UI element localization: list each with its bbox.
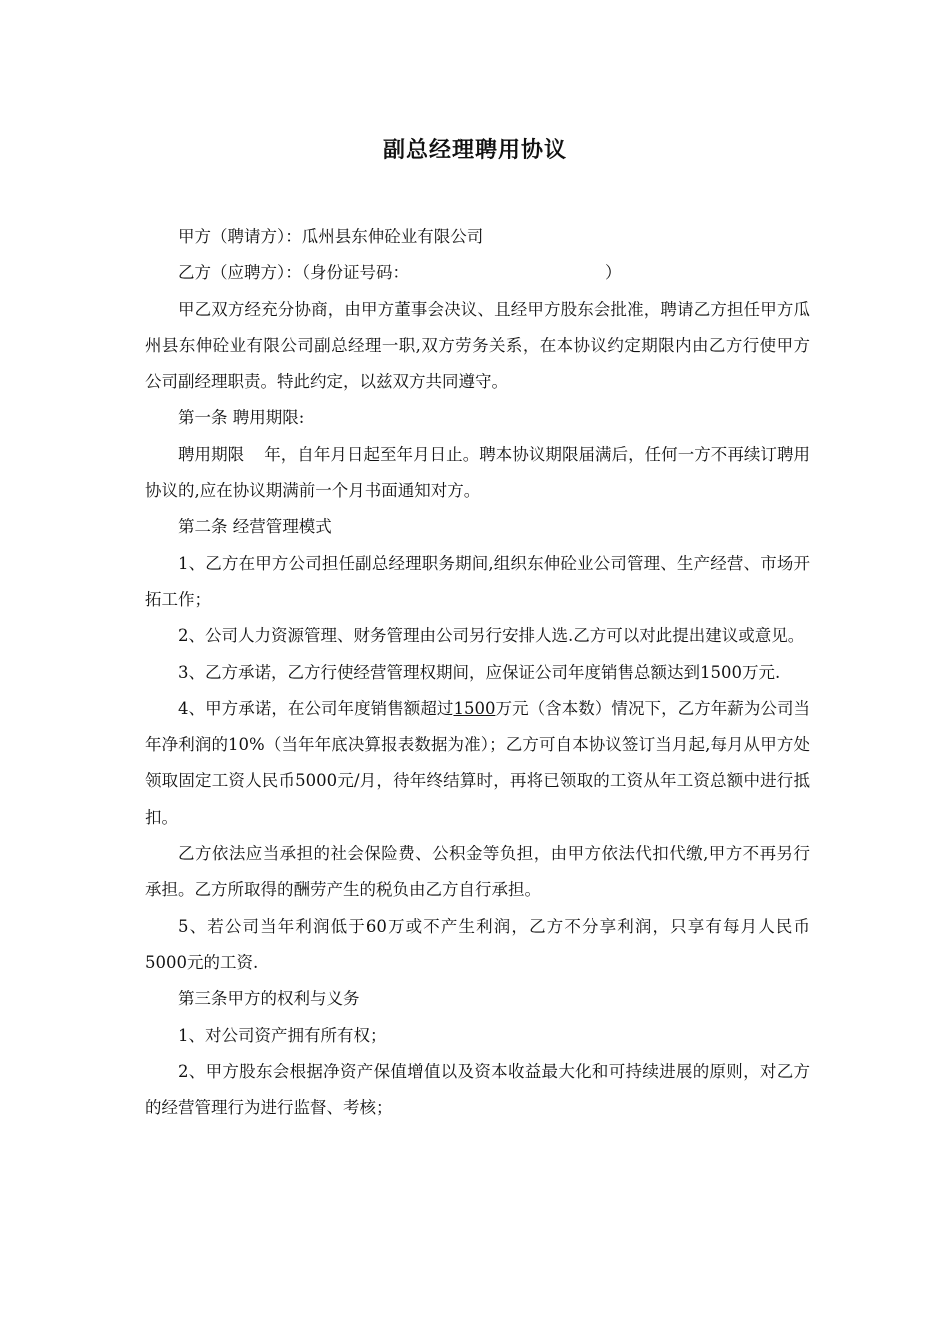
sales-threshold-underlined: 1500 bbox=[453, 698, 496, 718]
article-2-item-4-extra: 乙方依法应当承担的社会保险费、公积金等负担，由甲方依法代扣代缴,甲方不再另行承担。乙方所取得的酬劳产生的税负由乙方自行承担。 bbox=[145, 844, 810, 900]
article-2-item-4 bbox=[145, 691, 810, 836]
party-b-line bbox=[145, 255, 810, 291]
article-3-item-1: 1、对公司资产拥有所有权； bbox=[178, 1025, 387, 1045]
item-4-text-a: 4、甲方承诺，在公司年度销售额超过 bbox=[178, 698, 454, 718]
party-b-close: ） bbox=[605, 263, 622, 283]
article-1-heading: 第一条 聘用期限: bbox=[178, 408, 305, 428]
article-3-heading: 第三条甲方的权利与义务 bbox=[178, 989, 360, 1009]
intro-paragraph: 甲乙双方经充分协商，由甲方董事会决议、且经甲方股东会批准，聘请乙方担任甲方瓜州县东伸砼业有限公司副总经理一职,双方劳务关系，在本协议约定期限内由乙方行使甲方公司副经理职责。特此约定，以兹双方共同遵守。 bbox=[145, 299, 810, 392]
document-title: 副总经理聘用协议 bbox=[382, 137, 567, 163]
article-2-item-2: 2、公司人力资源管理、财务管理由公司另行安排人选.乙方可以对此提出建议或意见。 bbox=[178, 626, 805, 646]
article-2-item-1: 1、乙方在甲方公司担任副总经理职务期间,组织东伸砼业公司管理、生产经营、市场开拓工作； bbox=[145, 553, 810, 609]
document-body bbox=[145, 219, 810, 1126]
term-label: 聘用期限 bbox=[178, 444, 245, 464]
article-1-text bbox=[145, 437, 810, 510]
article-2-item-5: 5、若公司当年利润低于60万或不产生利润，乙方不分享利润，只享有每月人民币5000元的工资. bbox=[145, 916, 810, 972]
term-text: 年，自年月日起至年月日止。聘本协议期限届满后，任何一方不再续订聘用协议的,应在协议期满前一个月书面通知对方。 bbox=[145, 444, 811, 501]
article-3-item-2: 2、甲方股东会根据净资产保值增值以及资本收益最大化和可持续进展的原则，对乙方的经营管理行为进行监督、考核； bbox=[145, 1061, 810, 1118]
party-a-line: 甲方（聘请方）：瓜州县东伸砼业有限公司 bbox=[178, 227, 484, 246]
article-2-heading: 第二条 经营管理模式 bbox=[178, 517, 332, 537]
item-4-text-b: 万元（含本数）情况下，乙方年薪为公司当年净利润的10%（当年年底决算报表数据为准）；乙方可自本协议签订当月起,每月从甲方处领取固定工资人民币5000元/月，待年终结算时，再将已领取的工资从年工资总额中进行抵扣。 bbox=[145, 698, 811, 827]
party-b-label: 乙方（应聘方）：（身份证号码： bbox=[178, 263, 409, 283]
article-2-item-3: 3、乙方承诺，乙方行使经营管理权期间，应保证公司年度销售总额达到1500万元. bbox=[178, 662, 781, 682]
